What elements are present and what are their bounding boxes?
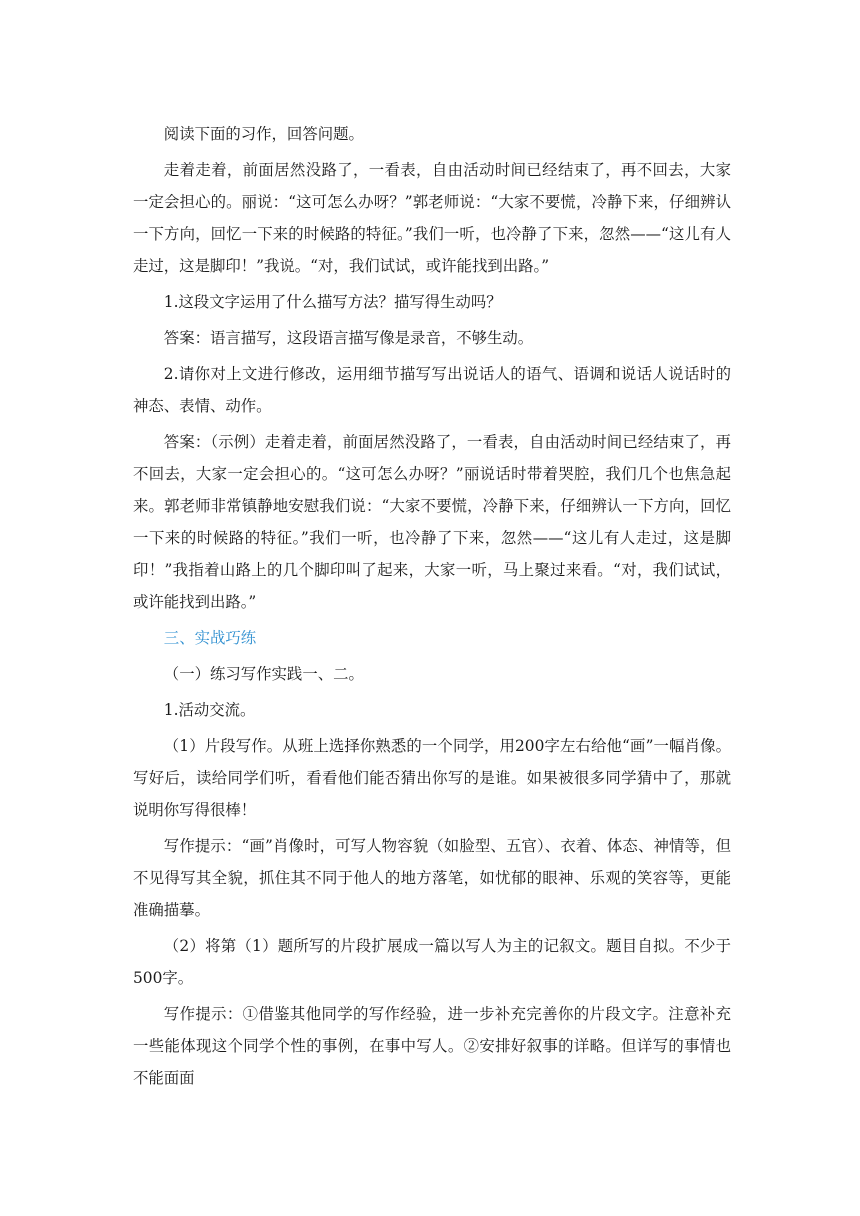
writing-tip-2: 写作提示：①借鉴其他同学的写作经验，进一步补充完善你的片段文字。注意补充一些能体现这个同学个性的事例，在事中写人。②安排好叙事的详略。但详写的事情也不能面面 xyxy=(133,1005,731,1087)
answer-1: 答案：语言描写，这段语言描写像是录音，不够生动。 xyxy=(163,329,534,347)
writing-tip-1: 写作提示：“画”肖像时，可写人物容貌（如脸型、五官）、衣着、体态、神情等，但不见得写其全貌，抓住其不同于他人的地方落笔，如忧郁的眼神、乐观的笑容等，更能准确描摹。 xyxy=(133,837,731,919)
question-1: 1.这段文字运用了什么描写方法？描写得生动吗？ xyxy=(163,293,502,311)
answer-2: 答案：（示例）走着走着，前面居然没路了，一看表，自由活动时间已经结束了，再不回去，大家一定会担心的。“这可怎么办呀？”丽说话时带着哭腔，我们几个也焦急起来。郭老师非常镇静地安慰我们说：“大家不要慌，冷静下来，仔细辨认一下方向，回忆一下来的时候路的特征。”我们一听，也冷静了下来，忽然——“这儿有人走过，这是脚印！”我指着山路上的几个脚印叫了起来，大家一听，马上聚过来看。“对，我们试试，或许能找到出路。” xyxy=(133,433,731,611)
activity-title: 1.活动交流。 xyxy=(163,701,256,719)
task-2: （2）将第（1）题所写的片段扩展成一篇以写人为主的记叙文。题目自拟。不少于500字。 xyxy=(133,937,731,987)
sample-passage: 走着走着，前面居然没路了，一看表，自由活动时间已经结束了，再不回去，大家一定会担心的。丽说：“这可怎么办呀？”郭老师说：“大家不要慌，冷静下来，仔细辨认一下方向，回忆一下来的时候路的特征。”我们一听，也冷静了下来，忽然——“这儿有人走过，这是脚印！”我说。“对，我们试试，或许能找到出路。” xyxy=(133,161,731,275)
task-1: （1）片段写作。从班上选择你熟悉的一个同学，用200字左右给他“画”一幅肖像。写好后，读给同学们听，看看他们能否猜出你写的是谁。如果被很多同学猜中了，那就说明你写得很棒！ xyxy=(133,737,731,819)
section-heading: 三、实战巧练 xyxy=(163,629,257,647)
question-2: 2.请你对上文进行修改，运用细节描写写出说话人的语气、语调和说话人说话时的神态、表情、动作。 xyxy=(133,365,731,415)
subsection-title: （一）练习写作实践一、二。 xyxy=(163,665,364,683)
document-page xyxy=(133,118,731,1094)
instruction-text: 阅读下面的习作，回答问题。 xyxy=(163,125,364,143)
